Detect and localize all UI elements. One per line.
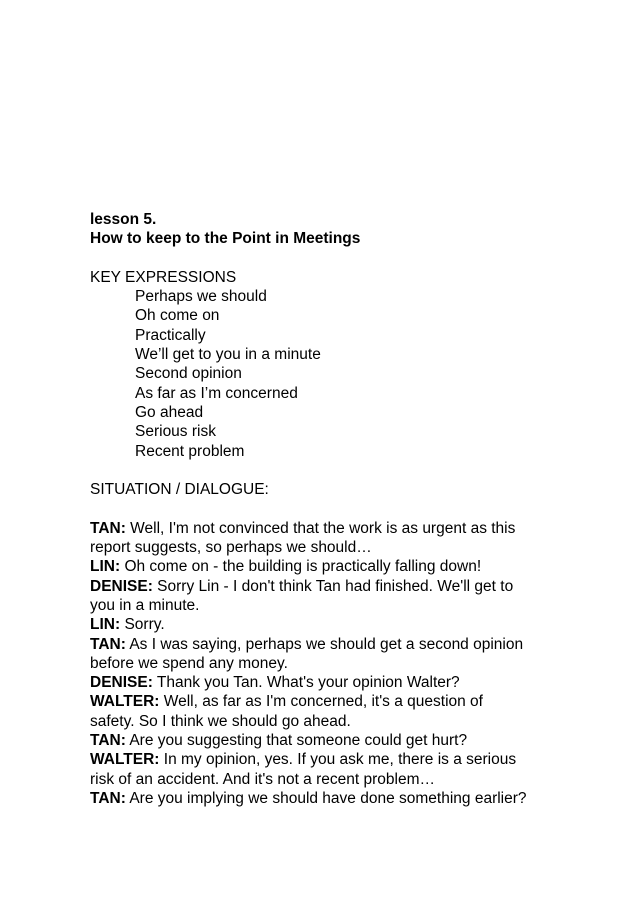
dialogue-turn	[90, 673, 560, 692]
key-expressions-heading: KEY EXPRESSIONS	[90, 268, 237, 286]
key-expression-item: Practically	[135, 326, 206, 344]
speaker-name: WALTER:	[90, 693, 160, 711]
speaker-name: LIN:	[90, 616, 121, 634]
document-page	[90, 210, 560, 808]
spacer	[90, 499, 560, 518]
key-expressions-list	[90, 287, 560, 461]
spacer	[90, 249, 560, 268]
key-expression-item: As far as I’m concerned	[135, 384, 298, 402]
dialogue-text: As I was saying, perhaps we should get a second opinion	[125, 635, 524, 653]
dialogue-text-continued: risk of an accident. And it's not a recent problem…	[90, 770, 435, 788]
dialogue-text: Are you suggesting that someone could get hurt?	[125, 732, 468, 750]
speaker-name: TAN:	[90, 732, 126, 750]
dialogue-turn	[90, 731, 560, 750]
dialogue-turn	[90, 750, 560, 789]
dialogue-text: Oh come on - the building is practically falling down!	[120, 558, 482, 576]
key-expression-item: Serious risk	[135, 423, 216, 441]
dialogue-text: Thank you Tan. What's your opinion Walter?	[152, 674, 460, 692]
dialogue-text: Sorry.	[120, 616, 165, 634]
dialogue-text-continued: safety. So I think we should go ahead.	[90, 712, 351, 730]
speaker-name: DENISE:	[90, 674, 153, 692]
key-expression-item: Perhaps we should	[135, 288, 267, 306]
dialogue	[90, 519, 560, 808]
dialogue-turn	[90, 635, 560, 674]
dialogue-turn	[90, 692, 560, 731]
speaker-name: DENISE:	[90, 577, 153, 595]
dialogue-turn	[90, 615, 560, 634]
key-expression-item: Go ahead	[135, 403, 204, 421]
dialogue-text: In my opinion, yes. If you ask me, there is a serious	[159, 751, 517, 769]
speaker-name: TAN:	[90, 635, 126, 653]
key-expression-item: Oh come on	[135, 307, 220, 325]
dialogue-text: Well, I'm not convinced that the work is as urgent as this	[125, 519, 516, 537]
key-expression-item: We’ll get to you in a minute	[135, 346, 321, 364]
lesson-number: lesson 5.	[90, 211, 157, 228]
spacer	[90, 461, 560, 480]
dialogue-turn	[90, 789, 560, 808]
dialogue-text: Well, as far as I'm concerned, it's a question of	[159, 693, 483, 711]
key-expression-item: Recent problem	[135, 442, 245, 460]
speaker-name: LIN:	[90, 558, 121, 576]
situation-heading: SITUATION / DIALOGUE:	[90, 481, 269, 499]
dialogue-turn	[90, 519, 560, 558]
speaker-name: TAN:	[90, 789, 126, 807]
speaker-name: WALTER:	[90, 751, 160, 769]
lesson-title: How to keep to the Point in Meetings	[90, 230, 361, 248]
dialogue-turn	[90, 557, 560, 576]
dialogue-turn	[90, 577, 560, 616]
speaker-name: TAN:	[90, 519, 126, 537]
dialogue-text-continued: before we spend any money.	[90, 654, 288, 672]
dialogue-text: Are you implying we should have done something earlier?	[125, 789, 527, 807]
dialogue-text: Sorry Lin - I don't think Tan had finished. We'll get to	[152, 577, 514, 595]
dialogue-text-continued: you in a minute.	[90, 596, 200, 614]
key-expression-item: Second opinion	[135, 365, 242, 383]
dialogue-text-continued: report suggests, so perhaps we should…	[90, 539, 372, 557]
